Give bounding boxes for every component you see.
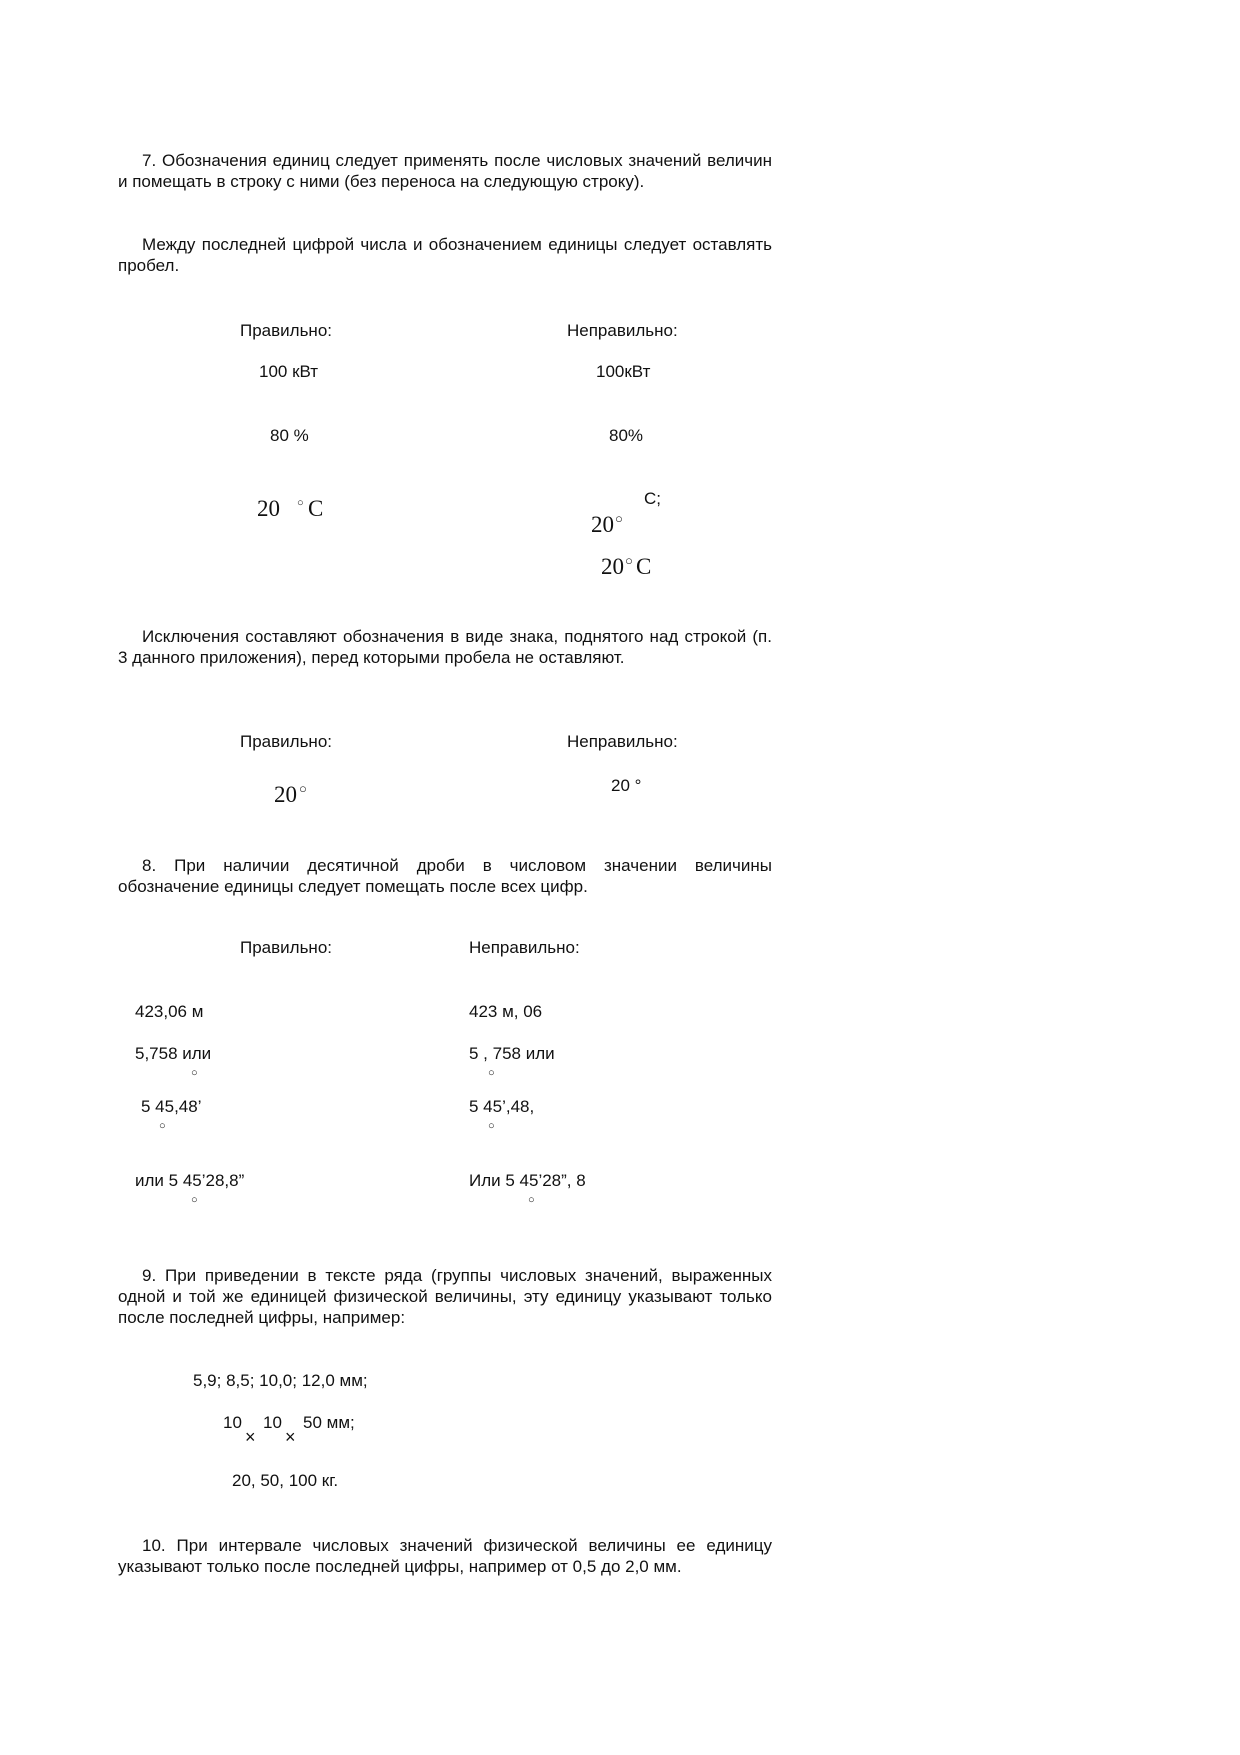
example-incorrect-angle-3: Или 5 45’28”, 8	[469, 1171, 586, 1190]
label-correct-1: Правильно:	[240, 321, 332, 340]
example-correct-angle-2: 5 45,48’	[141, 1097, 202, 1116]
paragraph-7: 7. Обозначения единиц следует применять после числовых значений величин и помещать в строку с ними (без переноса на следующую строку).	[118, 151, 772, 191]
degree-icon: ○	[615, 511, 623, 526]
example-dimensions-a: 10	[223, 1413, 242, 1432]
paragraph-7-space-rule: Между последней цифрой числа и обозначением единицы следует оставлять пробел.	[118, 235, 772, 275]
degree-icon: ○	[488, 1120, 495, 1132]
example-series-mm: 5,9; 8,5; 10,0; 12,0 мм;	[193, 1371, 368, 1390]
example-correct-angle-3: или 5 45’28,8”	[135, 1171, 245, 1190]
example-correct-angle-1: 5,758 или	[135, 1044, 212, 1063]
example-dimensions-b: 10	[263, 1413, 282, 1432]
label-correct-2: Правильно:	[240, 732, 332, 751]
example-incorrect-angle-1: 5 , 758 или	[469, 1044, 555, 1063]
example-dimensions-c: 50 мм;	[303, 1413, 355, 1432]
multiply-icon: ×	[285, 1427, 296, 1447]
degree-icon: ○	[191, 1067, 198, 1079]
label-incorrect-1: Неправильно:	[567, 321, 678, 340]
multiply-icon: ×	[245, 1427, 256, 1447]
degree-icon: ○	[488, 1067, 495, 1079]
example-incorrect-temp-number: 20	[591, 512, 614, 537]
degree-icon: ○	[191, 1194, 198, 1206]
example-series-kg: 20, 50, 100 кг.	[232, 1471, 339, 1490]
example-incorrect-temp2-unit: С	[636, 554, 652, 579]
example-incorrect-kw: 100кВт	[596, 362, 651, 381]
example-incorrect-percent: 80%	[609, 426, 644, 445]
paragraph-9: 9. При приведении в тексте ряда (группы числовых значений, выраженных одной и той же единицей физической величины, эту единицу указывают только после последней цифры, например:	[118, 1266, 772, 1327]
example-correct-degree: 20	[274, 782, 297, 807]
degree-icon: ○	[297, 497, 304, 509]
degree-icon: ○	[159, 1120, 166, 1132]
example-correct-temp-unit: С	[308, 496, 324, 521]
example-correct-decimal: 423,06 м	[135, 1002, 204, 1021]
degree-icon: ○	[528, 1194, 535, 1206]
example-incorrect-degree: 20 °	[611, 776, 642, 795]
label-correct-3: Правильно:	[240, 938, 332, 957]
example-correct-temp-number: 20	[257, 496, 280, 521]
label-incorrect-2: Неправильно:	[567, 732, 678, 751]
example-incorrect-decimal: 423 м, 06	[469, 1002, 543, 1021]
example-incorrect-temp-unit: С;	[644, 489, 661, 508]
degree-icon: ○	[299, 781, 307, 796]
paragraph-exceptions: Исключения составляют обозначения в виде знака, поднятого над строкой (п. 3 данного приложения), перед которыми пробела не оставляют.	[118, 627, 772, 667]
paragraph-8: 8. При наличии десятичной дроби в числовом значении величины обозначение единицы следует помещать после всех цифр.	[118, 856, 772, 896]
label-incorrect-3: Неправильно:	[469, 938, 580, 957]
example-incorrect-temp2-number: 20	[601, 554, 624, 579]
example-correct-percent: 80 %	[270, 426, 309, 445]
example-incorrect-angle-2: 5 45’,48,	[469, 1097, 535, 1116]
degree-icon: ○	[625, 553, 633, 568]
example-correct-kw: 100 кВт	[259, 362, 319, 381]
paragraph-10: 10. При интервале числовых значений физической величины ее единицу указывают только после последней цифры, например от 0,5 до 2,0 мм.	[118, 1536, 772, 1576]
